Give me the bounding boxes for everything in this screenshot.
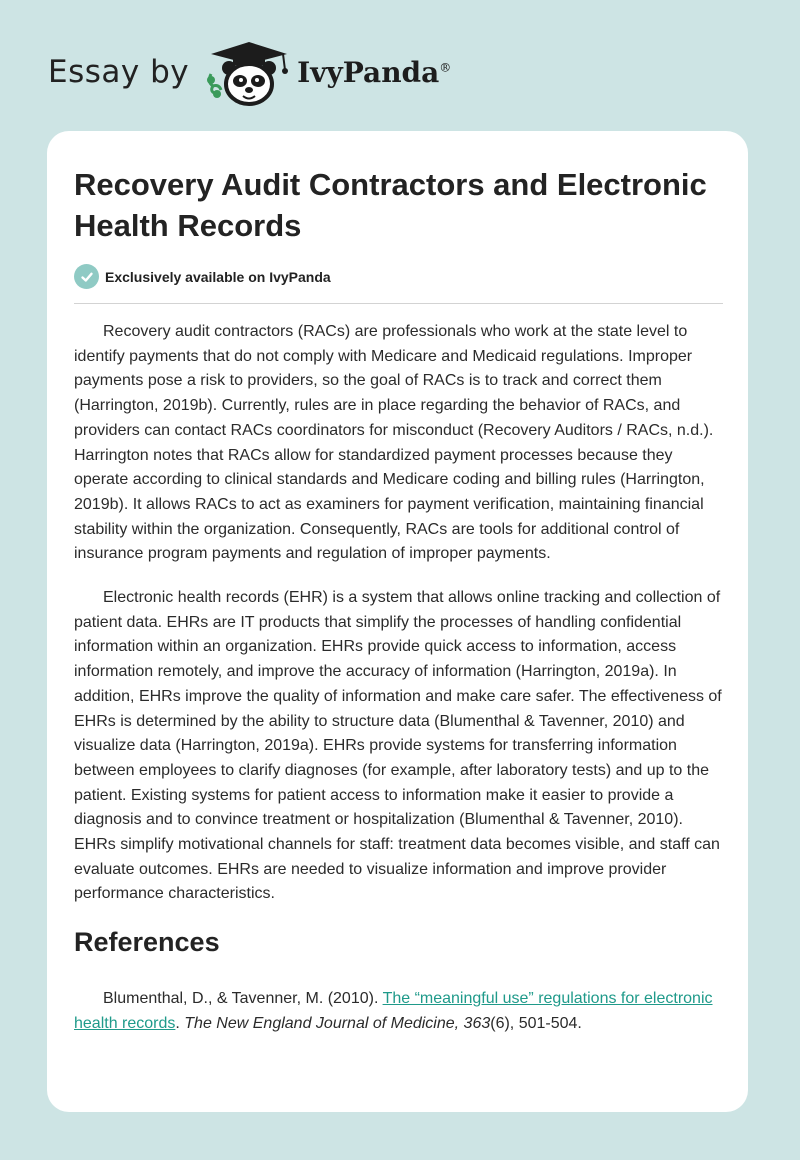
check-icon xyxy=(74,264,99,289)
page-title: Recovery Audit Contractors and Electronic Health Records xyxy=(74,167,707,243)
divider xyxy=(74,303,723,304)
body-paragraph: Electronic health records (EHR) is a system that allows online tracking and collection of patient data. EHRs are IT products that simplify the processes of handling confidential information within an organization. EHRs provide quick access to information, access information remotely, and improve the accuracy of information (Harrington, 2019a). In addition, EHRs improve the quality of information and make care safer. The effectiveness of EHRs is determined by the ability to structure data (Blumenthal & Tavenner, 2010) and visualize data (Harrington, 2019a). EHRs provide systems for transferring information between employees to clarify diagnoses (for example, after laboratory tests) and up to the patient. Existing systems for patient access to information make it easier to provide a diagnosis and to convince treatment or hospitalization (Blumenthal & Tavenner, 2010). EHRs simplify motivational channels for staff: treatment data becomes visible, and staff can evaluate outcomes. EHRs are needed to visualize information and improve provider performance characteristics. xyxy=(74,589,722,903)
brand-name: IvyPanda® xyxy=(297,55,452,89)
exclusive-badge xyxy=(74,264,331,289)
panda-mascot-icon xyxy=(203,36,295,108)
reference-item: Blumenthal, D., & Tavenner, M. (2010). The “meaningful use” regulations for electronic health records. The New England Journal of Medicine, 363(6), 501-504. xyxy=(74,990,713,1032)
body-paragraph: Recovery audit contractors (RACs) are professionals who work at the state level to identify payments that do not comply with Medicare and Medicaid regulations. Improper payments pose a risk to providers, so the goal of RACs is to track and correct them (Harrington, 2019b). Currently, rules are in place regarding the behavior of RACs, and providers can contact RACs coordinators for misconduct (Recovery Auditors / RACs, n.d.). Harrington notes that RACs allow for standardized payment processes because they operate according to clinical standards and Medicare coding and billing rules (Harrington, 2019b). It allows RACs to act as examiners for payment verification, maintaining financial stability within the organization. Consequently, RACs are tools for additional control of insurance program payments and regulation of improper payments. xyxy=(74,323,714,563)
references-heading: References xyxy=(74,927,220,957)
brand-prefix: Essay by xyxy=(48,54,190,90)
exclusive-badge-text: Exclusively available on IvyPanda xyxy=(105,268,331,285)
essay-card xyxy=(47,131,748,1112)
reference-link[interactable]: The “meaningful use” regulations for electronic health records xyxy=(74,990,713,1032)
site-logo[interactable] xyxy=(48,36,451,108)
